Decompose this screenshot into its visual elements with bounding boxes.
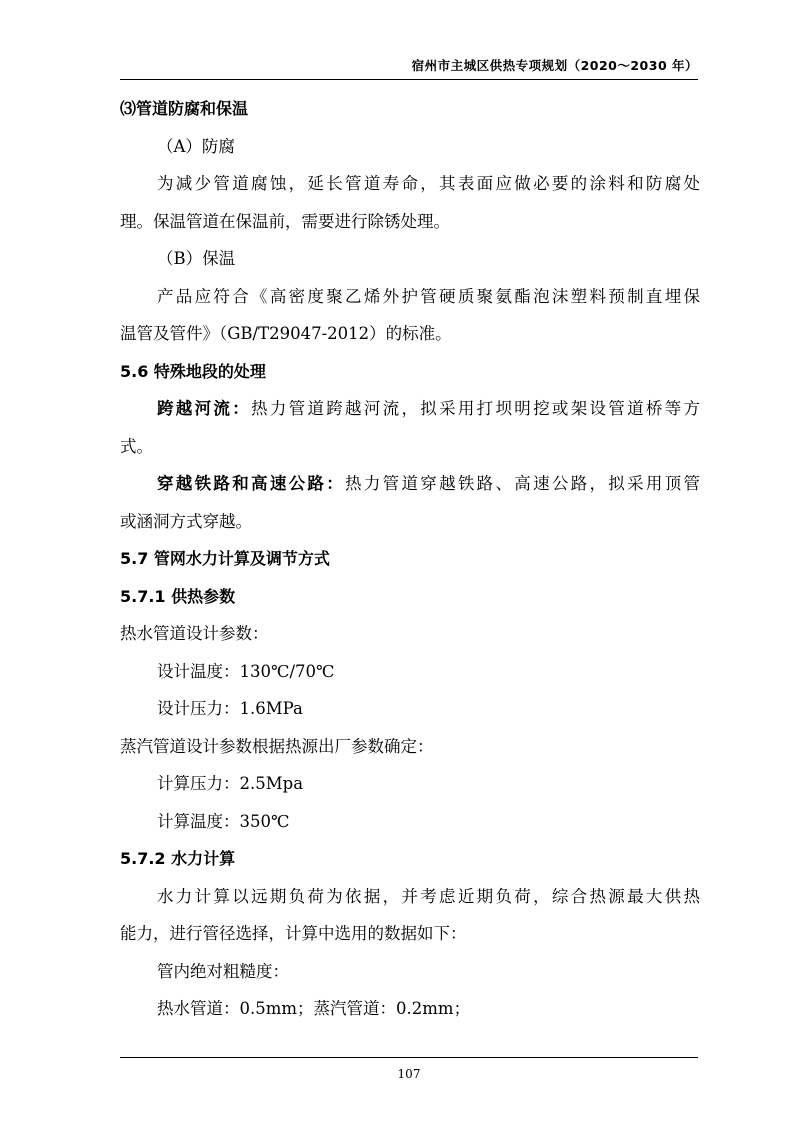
document-body <box>120 90 700 1028</box>
river-text: 热力管道跨越河流，拟采用打坝明挖或架设管道桥等方 <box>251 399 701 418</box>
section-heading-5-7: 5.7 管网水力计算及调节方式 <box>120 549 330 568</box>
rail-text: 热力管道穿越铁路、高速公路，拟采用顶管 <box>345 474 701 493</box>
subheading-insulation: （B）保温 <box>157 249 236 268</box>
section-heading-corrosion-insulation: ⑶管道防腐和保温 <box>120 99 249 118</box>
roughness-values: 热水管道：0.5mm；蒸汽管道：0.2mm； <box>157 999 471 1018</box>
calc-temperature: 计算温度：350℃ <box>157 811 290 831</box>
paragraph-line-rail <box>120 465 700 503</box>
paragraph-line: 理。保温管道在保温前，需要进行除锈处理。 <box>120 211 450 231</box>
paragraph-line: 蒸汽管道设计参数根据热源出厂参数确定： <box>120 736 434 756</box>
paragraph-line: 产品应符合《高密度聚乙烯外护管硬质聚氨酯泡沫塑料预制直埋保 <box>157 286 700 306</box>
paragraph-line: 水力计算以远期负荷为依据，并考虑近期负荷，综合热源最大供热 <box>157 886 700 906</box>
design-temperature: 设计温度：130℃/70℃ <box>157 661 335 681</box>
subheading-anticorrosion: （A）防腐 <box>157 136 235 156</box>
paragraph-line: 式。 <box>120 436 153 456</box>
section-heading-5-7-1: 5.7.1 供热参数 <box>120 586 236 606</box>
paragraph-line: 能力，进行管径选择，计算中选用的数据如下： <box>120 924 467 943</box>
section-heading-5-7-2: 5.7.2 水力计算 <box>120 849 236 868</box>
calc-pressure: 计算压力：2.5Mpa <box>157 774 304 793</box>
paragraph-line: 温管及管件》（GB/T29047-2012）的标准。 <box>120 324 452 343</box>
paragraph-line: 或涵洞方式穿越。 <box>120 511 252 531</box>
running-header: 宿州市主城区供热专项规划（2020～2030 年） <box>411 58 698 73</box>
paragraph-line: 为减少管道腐蚀，延长管道寿命，其表面应做必要的涂料和防腐处 <box>157 174 700 193</box>
page-number: 107 <box>397 1067 421 1081</box>
design-pressure: 设计压力：1.6MPa <box>157 699 303 718</box>
rail-label: 穿越铁路和高速公路： <box>157 474 346 493</box>
section-heading-5-6: 5.6 特殊地段的处理 <box>120 361 266 381</box>
roughness-label: 管内绝对粗糙度： <box>157 961 289 981</box>
footer-rule <box>120 1057 698 1058</box>
paragraph-line: 热水管道设计参数： <box>120 624 269 643</box>
header-rule <box>120 79 698 80</box>
paragraph-line-river <box>120 390 700 428</box>
river-label: 跨越河流： <box>157 399 252 418</box>
